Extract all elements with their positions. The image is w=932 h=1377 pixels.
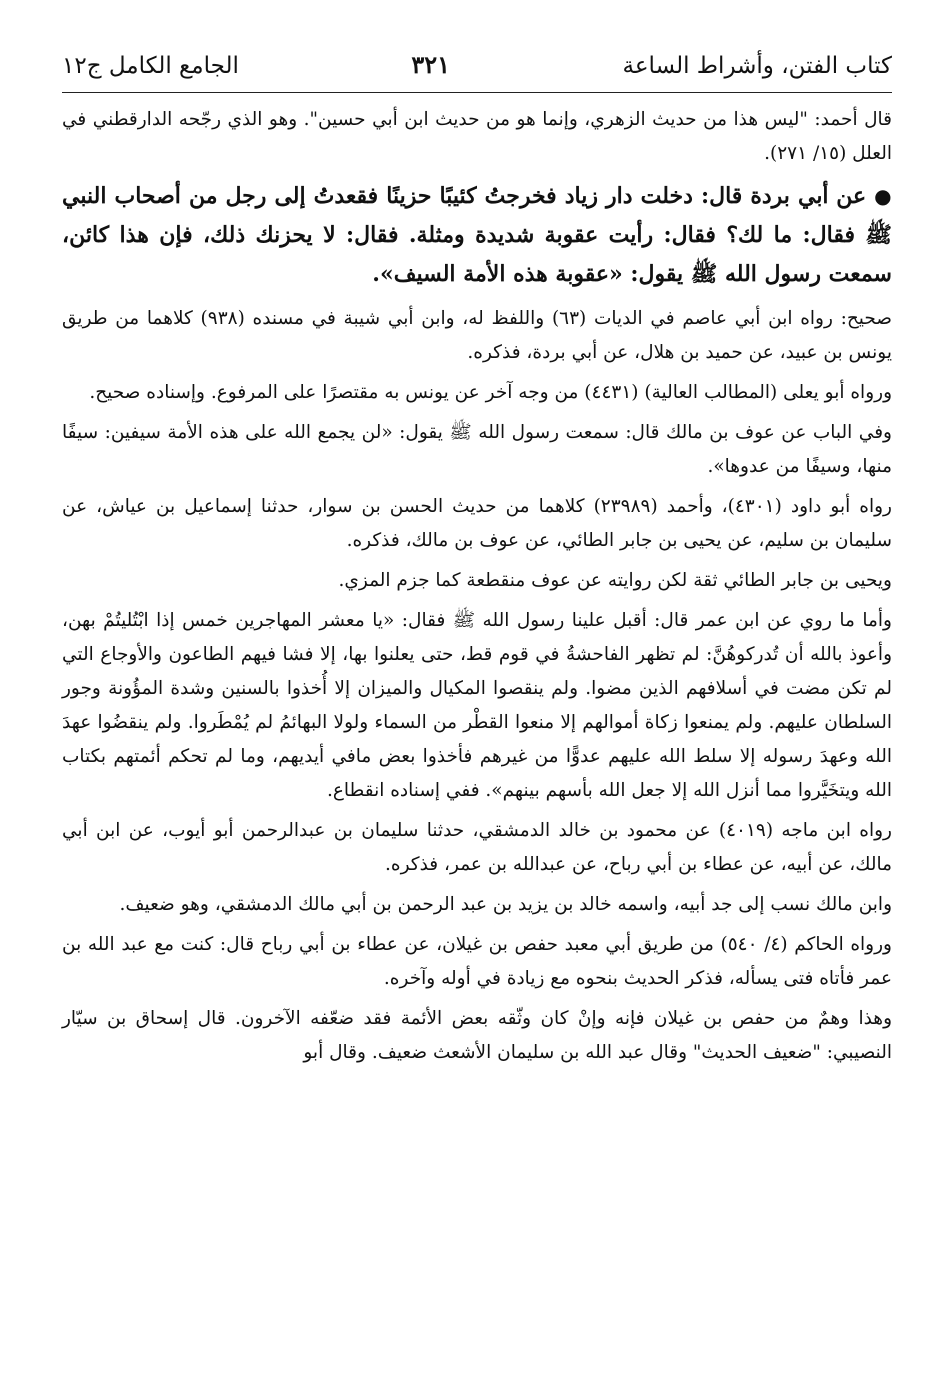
- bullet-icon: ●: [874, 184, 892, 208]
- paragraph: رواه ابن ماجه (٤٠١٩) عن محمود بن خالد الدمشقي، حدثنا سليمان بن عبدالرحمن أبو أيوب، عن ابن أبي مالك، عن أبيه، عن عطاء بن أبي رباح، عن عبدالله بن عمر، فذكره.: [62, 820, 892, 875]
- page-body: [62, 103, 892, 1070]
- paragraph: ورواه أبو يعلى (المطالب العالية) (٤٤٣١) من وجه آخر عن يونس به مقتصرًا على المرفوع. وإسناده صحيح.: [89, 382, 892, 403]
- paragraph: وفي الباب عن عوف بن مالك قال: سمعت رسول الله ﷺ يقول: «لن يجمع الله على هذه الأمة سيفين: سيفًا منها، وسيفًا من عدوها».: [62, 422, 892, 477]
- paragraph: وهذا وهمٌ من حفص بن غيلان فإنه وإنْ كان وثّقه بعض الأئمة فقد ضعّفه الآخرون. قال إسحاق بن سيّار النصيبي: "ضعيف الحديث" وقال عبد الله بن سليمان الأشعث ضعيف. وقال أبو: [62, 1008, 892, 1063]
- hadith-body: عن أبي بردة قال: دخلت دار زياد فخرجتُ كئيبًا حزينًا فقعدتُ إلى رجل من أصحاب النبي ﷺ فقال: ما لك؟ فقال: رأيت عقوبة شديدة ومثلة. فقال: لا يحزنك ذلك، فإن هذا كائن، سمعت رسول الله ﷺ يقول: «عقوبة هذه الأمة السيف».: [62, 183, 892, 287]
- paragraph: وأما ما روي عن ابن عمر قال: أقبل علينا رسول الله ﷺ فقال: «يا معشر المهاجرين خمس إذا ابْتُليتُمْ بهن، وأعوذ بالله أن تُدركوهُنَّ: لم تظهر الفاحشةُ في قوم قط، حتى يعلنوا بها، إلا فشا فيهم الطاعون والأوجاع التي لم تكن مضت في أسلافهم الذين مضوا. ولم ينقصوا المكيال والميزان إلا أُخذوا بالسنين وشدة المؤُونة وجور السلطان عليهم. ولم يمنعوا زكاة أموالهم إلا منعوا القطْر من السماء ولولا البهائمُ لم يُمْطَروا. ولم ينقضُوا عهدَ الله وعهدَ رسوله إلا سلط الله عليهم عدوًّا من غيرهم فأخذوا بعض مافي أيديهم، وما لم تحكم أئمتهم بكتاب الله ويتخَيَّروا مما أنزل الله إلا جعل الله بأسهم بينهم». ففي إسناده انقطاع.: [62, 610, 892, 801]
- header-book-title: كتاب الفتن، وأشراط الساعة: [622, 53, 892, 79]
- page: [62, 50, 892, 1076]
- paragraph: ويحيى بن جابر الطائي ثقة لكن روايته عن عوف منقطعة كما جزم المزي.: [338, 570, 892, 591]
- hadith-text: [62, 177, 892, 294]
- paragraph: رواه أبو داود (٤٣٠١)، وأحمد (٢٣٩٨٩) كلاهما من حديث الحسن بن سوار، حدثنا إسماعيل بن عياش، عن سليمان بن سليم، عن يحيى بن جابر الطائي، عن عوف بن مالك، فذكره.: [62, 496, 892, 551]
- running-header: [62, 50, 892, 92]
- paragraph: ورواه الحاكم (٤/ ٥٤٠) من طريق أبي معبد حفص بن غيلان، عن عطاء بن أبي رباح قال: كنت مع عبد الله بن عمر فأتاه فتى يسأله، فذكر الحديث بنحوه مع زيادة في أوله وآخره.: [62, 934, 892, 989]
- paragraph: وابن مالك نسب إلى جد أبيه، واسمه خالد بن يزيد بن عبد الرحمن بن أبي مالك الدمشقي، وهو ضعيف.: [119, 894, 892, 915]
- page-number: ٣٢١: [411, 50, 451, 79]
- paragraph: صحيح: رواه ابن أبي عاصم في الديات (٦٣) واللفظ له، وابن أبي شيبة في مسنده (٩٣٨) كلاهما من طريق يونس بن عبيد، عن حميد بن هلال، عن أبي بردة، فذكره.: [62, 308, 893, 363]
- header-rule: [62, 92, 892, 93]
- header-volume-title: الجامع الكامل ج١٢: [62, 53, 239, 79]
- paragraph: قال أحمد: "ليس هذا من حديث الزهري، وإنما هو من حديث ابن أبي حسين". وهو الذي رجّحه الدارقطني في العلل (١٥/ ٢٧١).: [62, 109, 892, 164]
